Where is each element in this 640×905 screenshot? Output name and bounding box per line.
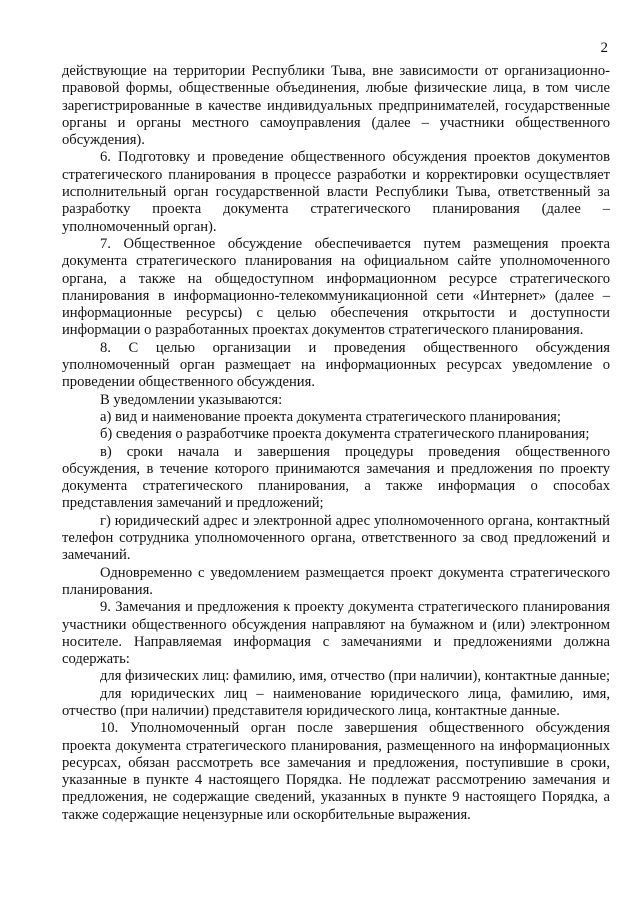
- paragraph-continuation: действующие на территории Республики Тыва, вне зависимости от организационно-правовой формы, общественные объединения, любые физические лица, в том числе зарегистрированные в качестве индивидуальных предпринимателей, государственные органы и органы местного самоуправления (далее – участники общественного обсуждения).: [62, 63, 610, 149]
- paragraph-item-10: 10. Уполномоченный орган после завершения общественного обсуждения проекта документа стратегического планирования, размещенного на информационных ресурсах, обязан рассмотреть все замечания и предложения, поступившие в сроки, указанные в пункте 4 настоящего Порядка. Не подлежат рассмотрению замечания и предложения, не содержащие сведений, указанных в пункте 9 настоящего Порядка, а также содержащие нецензурные или оскорбительные выражения.: [62, 720, 610, 823]
- page-number: 2: [600, 40, 608, 56]
- paragraph-item-9: 9. Замечания и предложения к проекту документа стратегического планирования участники общественного обсуждения направляют на бумажном и (или) электронном носителе. Направляемая информация с замечаниями и предложениями должна содержать:: [62, 599, 610, 668]
- paragraph-item-7: 7. Общественное обсуждение обеспечивается путем размещения проекта документа стратегического планирования на официальном сайте уполномоченного органа, а также на общедоступном информационном ресурсе стратегического планирования в информационно-телекоммуникационной сети «Интернет» (далее – информационные ресурсы) с целью обеспечения открытости и доступности информации о разработанных проектах документов стратегического планирования.: [62, 235, 610, 339]
- paragraph-subitem-g: г) юридический адрес и электронной адрес уполномоченного органа, контактный телефон сотрудника уполномоченного органа, ответственного за свод предложений и замечаний.: [62, 512, 610, 564]
- paragraph-simultaneous: Одновременно с уведомлением размещается проект документа стратегического планирования.: [62, 564, 610, 598]
- paragraph-subitem-a: а) вид и наименование проекта документа стратегического планирования;: [100, 408, 561, 425]
- paragraph-legal-entities: для юридических лиц – наименование юридического лица, фамилию, имя, отчество (при наличии) представителя юридического лица, контактные данные.: [62, 685, 610, 719]
- paragraph-notice-intro: В уведомлении указываются:: [100, 391, 283, 408]
- paragraph-individuals: для физических лиц: фамилию, имя, отчество (при наличии), контактные данные;: [100, 668, 611, 685]
- paragraph-item-8: 8. С целью организации и проведения общественного обсуждения уполномоченный орган размещает на информационных ресурсах уведомление о проведении общественного обсуждения.: [62, 339, 610, 391]
- paragraph-subitem-v: в) сроки начала и завершения процедуры проведения общественного обсуждения, в течение которого принимаются замечания и предложения по проекту документа стратегического планирования, а также информация о способах представления замечаний и предложений;: [62, 443, 610, 512]
- paragraph-subitem-b: б) сведения о разработчике проекта документа стратегического планирования;: [100, 426, 590, 443]
- paragraph-item-6: 6. Подготовку и проведение общественного обсуждения проектов документов стратегического планирования в процессе разработки и корректировки осуществляет исполнительный орган государственной власти Республики Тыва, ответственный за разработку проекта документа стратегического планирования (далее – уполномоченный орган).: [62, 149, 610, 235]
- document-body: [62, 63, 610, 824]
